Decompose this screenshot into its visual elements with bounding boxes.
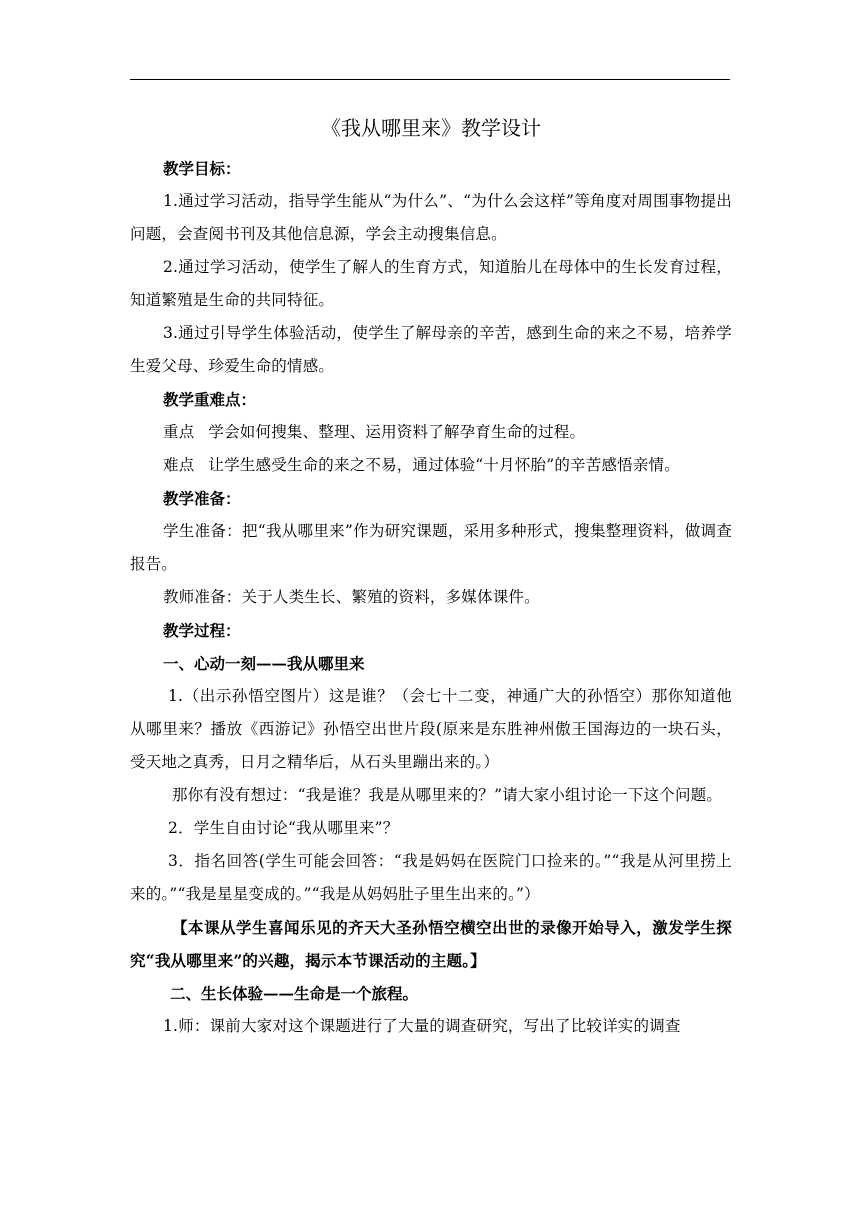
section-2-paragraph: 1.师：课前大家对这个课题进行了大量的调查研究，写出了比较详实的调查 — [163, 1017, 681, 1035]
objective-item: 3.通过引导学生体验活动，使学生了解母亲的辛苦，感到生命的来之不易，培养学生爱父母、珍爱生命的情感。 — [130, 324, 732, 375]
objective-item: 1.通过学习活动，指导学生能从“为什么”、“为什么会这样”等角度对周围事物提出问题，会查阅书刊及其他信息源，学会主动搜集信息。 — [130, 192, 732, 243]
teacher-preparation: 教师准备：关于人类生长、繁殖的资料，多媒体课件。 — [163, 588, 540, 606]
focus-text: 学会如何搜集、整理、运用资料了解孕育生命的过程。 — [208, 423, 586, 441]
focus-line — [130, 416, 732, 449]
process-heading: 教学过程： — [163, 621, 241, 640]
focus-label: 重点 — [163, 423, 195, 441]
difficulty-line — [130, 449, 732, 482]
section-1-title: 一、心动一刻——我从哪里来 — [163, 654, 365, 673]
difficulty-text: 让学生感受生命的来之不易，通过体验“十月怀胎”的辛苦感悟亲情。 — [208, 456, 680, 474]
preparation-heading: 教学准备： — [163, 489, 241, 508]
student-preparation: 学生准备：把“我从哪里来”作为研究课题，采用多种形式，搜集整理资料，做调查报告。 — [130, 522, 732, 573]
document-page — [130, 108, 732, 1043]
objective-item: 2.通过学习活动，使学生了解人的生育方式，知道胎儿在母体中的生长发育过程，知道繁殖是生命的共同特征。 — [130, 258, 732, 309]
section-1-paragraph: 2．学生自由讨论“我从哪里来”？ — [168, 819, 399, 837]
section-1-paragraph: 那你有没有想过：“我是谁？我是从哪里来的？”请大家小组讨论一下这个问题。 — [172, 786, 723, 804]
difficulty-label: 难点 — [163, 456, 195, 474]
section-1-paragraph: 3．指名回答(学生可能会回答：“我是妈妈在医院门口捡来的。”“我是从河里捞上来的。”“我是星星变成的。”“我是从妈妈肚子里生出来的。”） — [130, 852, 732, 903]
objectives-heading: 教学目标： — [163, 159, 241, 178]
key-points-heading: 教学重难点： — [163, 390, 257, 409]
document-title: 《我从哪里来》教学设计 — [321, 116, 541, 140]
section-2-title: 二、生长体验——生命是一个旅程。 — [170, 984, 419, 1003]
section-1-paragraph: 1.（出示孙悟空图片）这是谁？（会七十二变，神通广大的孙悟空）那你知道他从哪里来？播放《西游记》孙悟空出世片段(原来是东胜神州傲王国海边的一块石头，受天地之真秀，日月之精华后，从石头里蹦出来的。） — [130, 687, 732, 771]
section-1-note: 【本课从学生喜闻乐见的齐天大圣孙悟空横空出世的录像开始导入，激发学生探究“我从哪里来”的兴趣，揭示本节课活动的主题。】 — [130, 918, 732, 970]
header-rule — [130, 79, 730, 80]
